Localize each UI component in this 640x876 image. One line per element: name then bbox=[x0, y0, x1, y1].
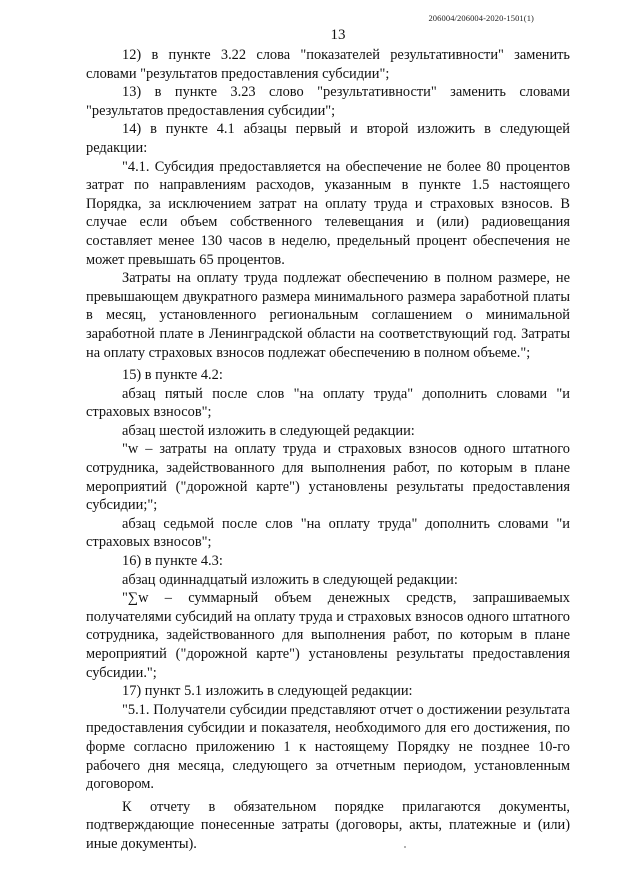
paragraph-item-14: 14) в пункте 4.1 абзацы первый и второй изложить в следующей редакции: bbox=[86, 121, 570, 156]
paragraph-item-15: 15) в пункте 4.2: bbox=[122, 367, 223, 384]
paragraph-fifth-abzac: абзац пятый после слов "на оплату труда" дополнить словами "и страховых взносов"; bbox=[86, 385, 570, 421]
paragraph-clause-5-1: "5.1. Получатели субсидии представляют отчет о достижении результата предоставления субсидии и показателя, необходимого для его достижения, по форме согласно приложению 1 к настоящему Порядку не позднее 10-го рабочего дня месяца, следующего за отчетным периодом, установленным договором. bbox=[86, 701, 570, 793]
paragraph-labor-costs: Затраты на оплату труда подлежат обеспечению в полном размере, не превышающем двукратного размера минимального размера заработной платы в месяц, установленного региональным соглашением о минимальной заработной плате в Ленинградской области на соответствующий год. Затраты на оплату страховых взносов подлежат обеспечению в полном объеме."; bbox=[86, 270, 570, 361]
paragraph-seventh-abzac: абзац седьмой после слов "на оплату труда" дополнить словами "и страховых взносов"; bbox=[86, 515, 570, 551]
paragraph-attachments: К отчету в обязательном порядке прилагаются документы, подтверждающие понесенные затраты (договоры, акты, платежные и (или) иные документы). bbox=[86, 798, 570, 852]
paragraph-w-definition: "w – затраты на оплату труда и страховых взносов одного штатного сотрудника, задействованного для выполнения работ, по которым в плане мероприятий ("дорожной карте") установлены результаты предоставления субсидии;"; bbox=[86, 441, 570, 514]
document-code: 206004/206004-2020-1501(1) bbox=[428, 13, 534, 23]
paragraph-sum-w-definition: "∑w – суммарный объем денежных средств, запрашиваемых получателями субсидий на оплату труда и страховых взносов одного штатного сотрудника, задействованного для выполнения работ, по которым в плане мероприятий ("дорожной карте") установлены результаты предоставления субсидии."; bbox=[86, 590, 570, 681]
scan-speck bbox=[404, 846, 406, 848]
paragraph-eleventh-abzac: абзац одиннадцатый изложить в следующей редакции: bbox=[122, 571, 458, 588]
paragraph-item-13: 13) в пункте 3.23 слово "результативности" заменить словами "результатов предоставления субсидии"; bbox=[86, 84, 570, 119]
paragraph-sixth-abzac: абзац шестой изложить в следующей редакции: bbox=[122, 422, 415, 439]
document-body bbox=[86, 46, 570, 854]
paragraph-item-12: 12) в пункте 3.22 слова "показателей результативности" заменить словами "результатов предоставления субсидии"; bbox=[86, 47, 570, 82]
paragraph-item-17: 17) пункт 5.1 изложить в следующей редакции: bbox=[122, 683, 413, 700]
page-number: 13 bbox=[330, 27, 346, 43]
paragraph-clause-4-1: "4.1. Субсидия предоставляется на обеспечение не более 80 процентов затрат по направлениям расходов, указанным в пункте 1.5 настоящего Порядка, за исключением затрат на оплату труда и страховых взносов. В случае если объем собственного телевещания и (или) радиовещания составляет менее 130 часов в неделю, предельный процент обеспечения не может превышать 65 процентов. bbox=[86, 158, 570, 268]
paragraph-item-16: 16) в пункте 4.3: bbox=[122, 553, 223, 570]
